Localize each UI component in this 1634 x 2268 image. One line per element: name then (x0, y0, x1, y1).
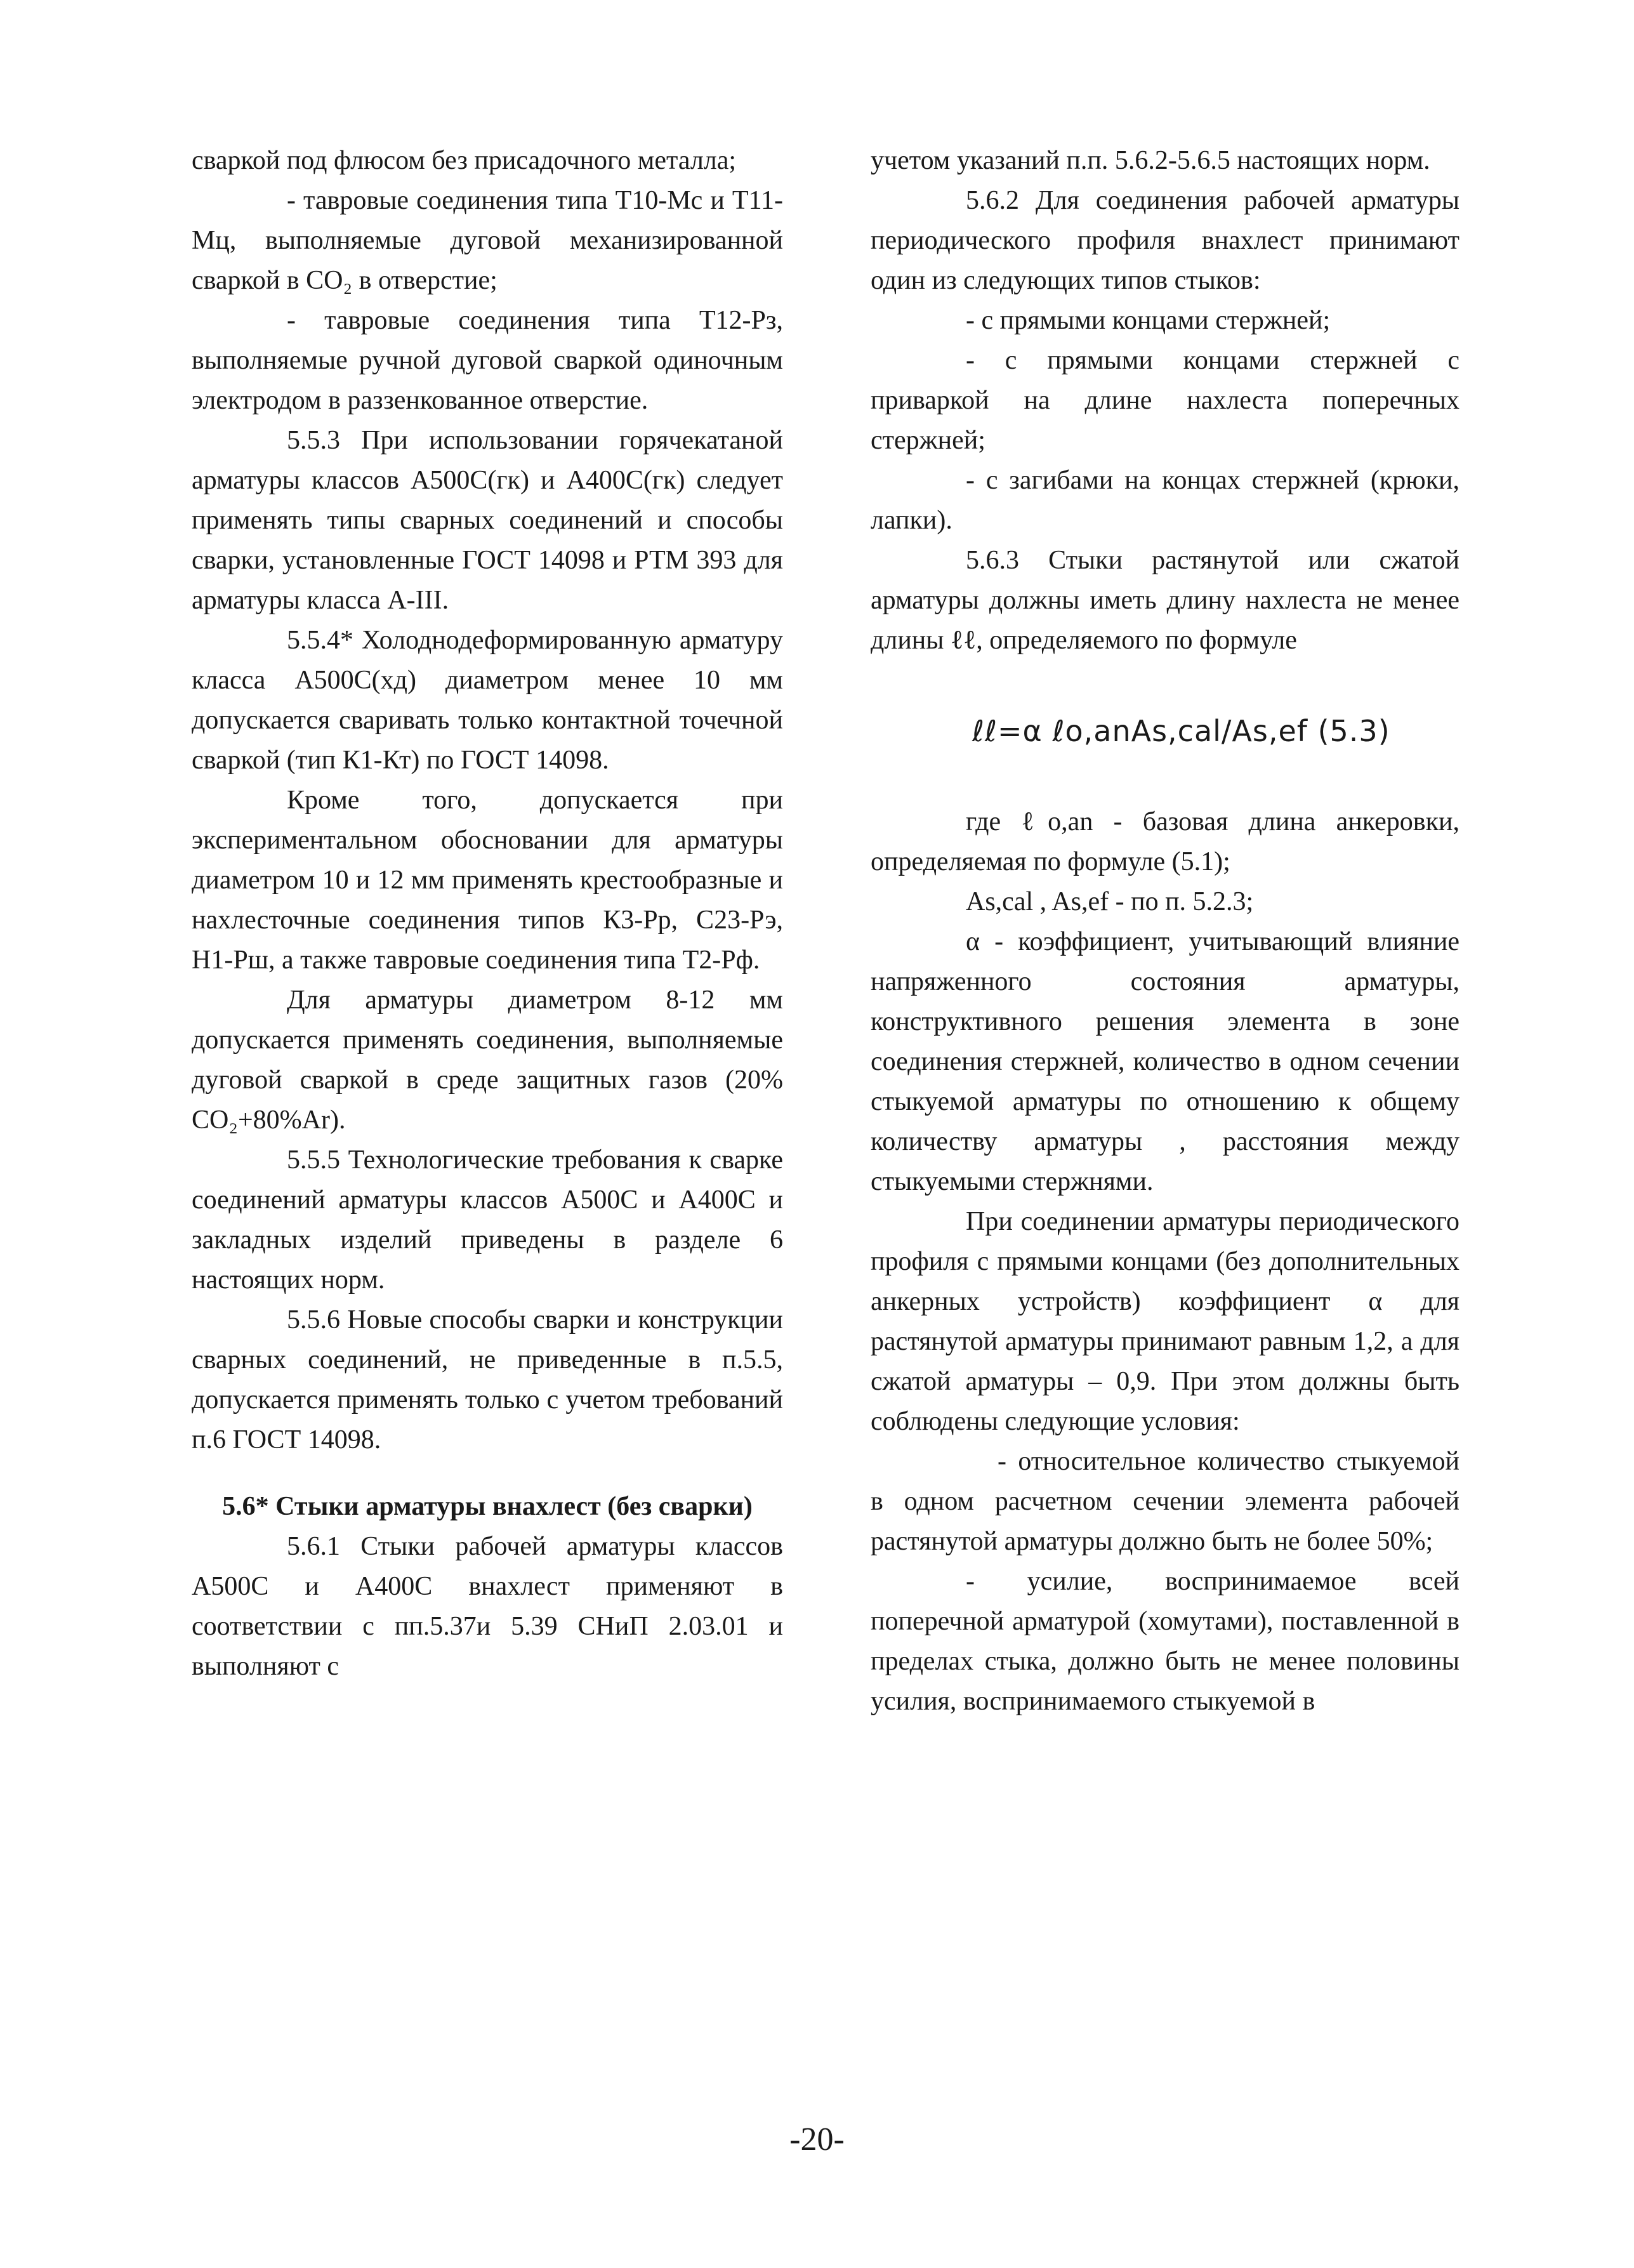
paragraph: Для арматуры диаметром 8-12 мм допускается применять соединения, выполняемые дуговой сваркой в среде защитных газов (20% СО₂+80%Ar). (192, 986, 783, 1135)
list-item: - с прямыми концами стержней; (966, 306, 1331, 335)
right-column (871, 141, 1459, 1722)
paragraph: учетом указаний п.п. 5.6.2-5.6.5 настоящих норм. (871, 146, 1430, 175)
paragraph: 5.6.2 Для соединения рабочей арматуры периодического профиля внахлест принимают один из следующих типов стыков: (871, 186, 1459, 295)
left-column (192, 141, 783, 1687)
paragraph: 5.6.1 Стыки рабочей арматуры классов А500С и А400С внахлест применяют в соответствии с пп.5.37и 5.39 СНиП 2.03.01 и выполняют с (192, 1532, 783, 1681)
paragraph: При соединении арматуры периодического профиля с прямыми концами (без дополнительных анкерных устройств) коэффициент α для растянутой арматуры принимают равным 1,2, а для сжатой арматуры – 0,9. При этом должны быть соблюдены следующие условия: (871, 1207, 1459, 1436)
list-item: - тавровые соединения типа Т10-Мс и Т11-Мц, выполняемые дуговой механизированной сваркой в СО₂ в отверстие; (192, 186, 783, 295)
list-item: - усилие, воспринимаемое всей поперечной арматурой (хомутами), поставленной в пределах стыка, должно быть не менее половины усилия, воспринимаемого стыкуемой в (871, 1567, 1459, 1716)
formula: ℓℓ=α ℓo,anAs,cal/As,ef (5.3) (972, 714, 1390, 748)
list-item: - тавровые соединения типа Т12-Рз, выполняемые ручной дуговой сваркой одиночным электродом в раззенкованное отверстие. (192, 306, 783, 415)
paragraph: 5.6.3 Стыки растянутой или сжатой арматуры должны иметь длину нахлеста не менее длины ℓℓ, определяемого по формуле (871, 546, 1459, 655)
paragraph: сваркой под флюсом без присадочного металла; (192, 146, 737, 175)
list-item: - с загибами на концах стержней (крюки, лапки). (871, 466, 1459, 535)
paragraph: As,cal , As,ef - по п. 5.2.3; (966, 887, 1254, 916)
paragraph: 5.5.3 При использовании горячекатаной арматуры классов А500С(гк) и А400С(гк) следует применять типы сварных соединений и способы сварки, установленные ГОСТ 14098 и РТМ 393 для арматуры класса А-III. (192, 426, 783, 615)
section-heading: 5.6* Стыки арматуры внахлест (без сварки) (222, 1492, 753, 1521)
page-number: -20- (789, 2121, 845, 2158)
paragraph: 5.5.5 Технологические требования к сварке соединений арматуры классов А500С и А400С и закладных изделий приведены в разделе 6 настоящих норм. (192, 1145, 783, 1295)
paragraph: Кроме того, допускается при экспериментальном обосновании для арматуры диаметром 10 и 12 мм применять крестообразные и нахлесточные соединения типов К3-Рр, С23-Рэ, Н1-Рш, а также тавровые соединения типа Т2-Рф. (192, 786, 783, 975)
paragraph: 5.5.4* Холоднодеформированную арматуру класса А500С(хд) диаметром менее 10 мм допускается сваривать только контактной точечной сваркой (тип К1-Кт) по ГОСТ 14098. (192, 626, 783, 775)
list-item: - относительное количество стыкуемой в одном расчетном сечении элемента рабочей растянутой арматуры должно быть не более 50%; (871, 1447, 1459, 1556)
paragraph: α - коэффициент, учитывающий влияние напряженного состояния арматуры, конструктивного решения элемента в зоне соединения стержней, количество в одном сечении стыкуемой арматуры по отношению к общему количеству арматуры , расстояния между стыкуемыми стержнями. (871, 927, 1459, 1196)
paragraph: 5.5.6 Новые способы сварки и конструкции сварных соединений, не приведенные в п.5.5, допускается применять только с учетом требований п.6 ГОСТ 14098. (192, 1305, 783, 1454)
list-item: - с прямыми концами стержней с приваркой на длине нахлеста поперечных стержней; (871, 346, 1459, 455)
paragraph: где ℓo,an - базовая длина анкеровки, определяемая по формуле (5.1); (871, 807, 1459, 876)
